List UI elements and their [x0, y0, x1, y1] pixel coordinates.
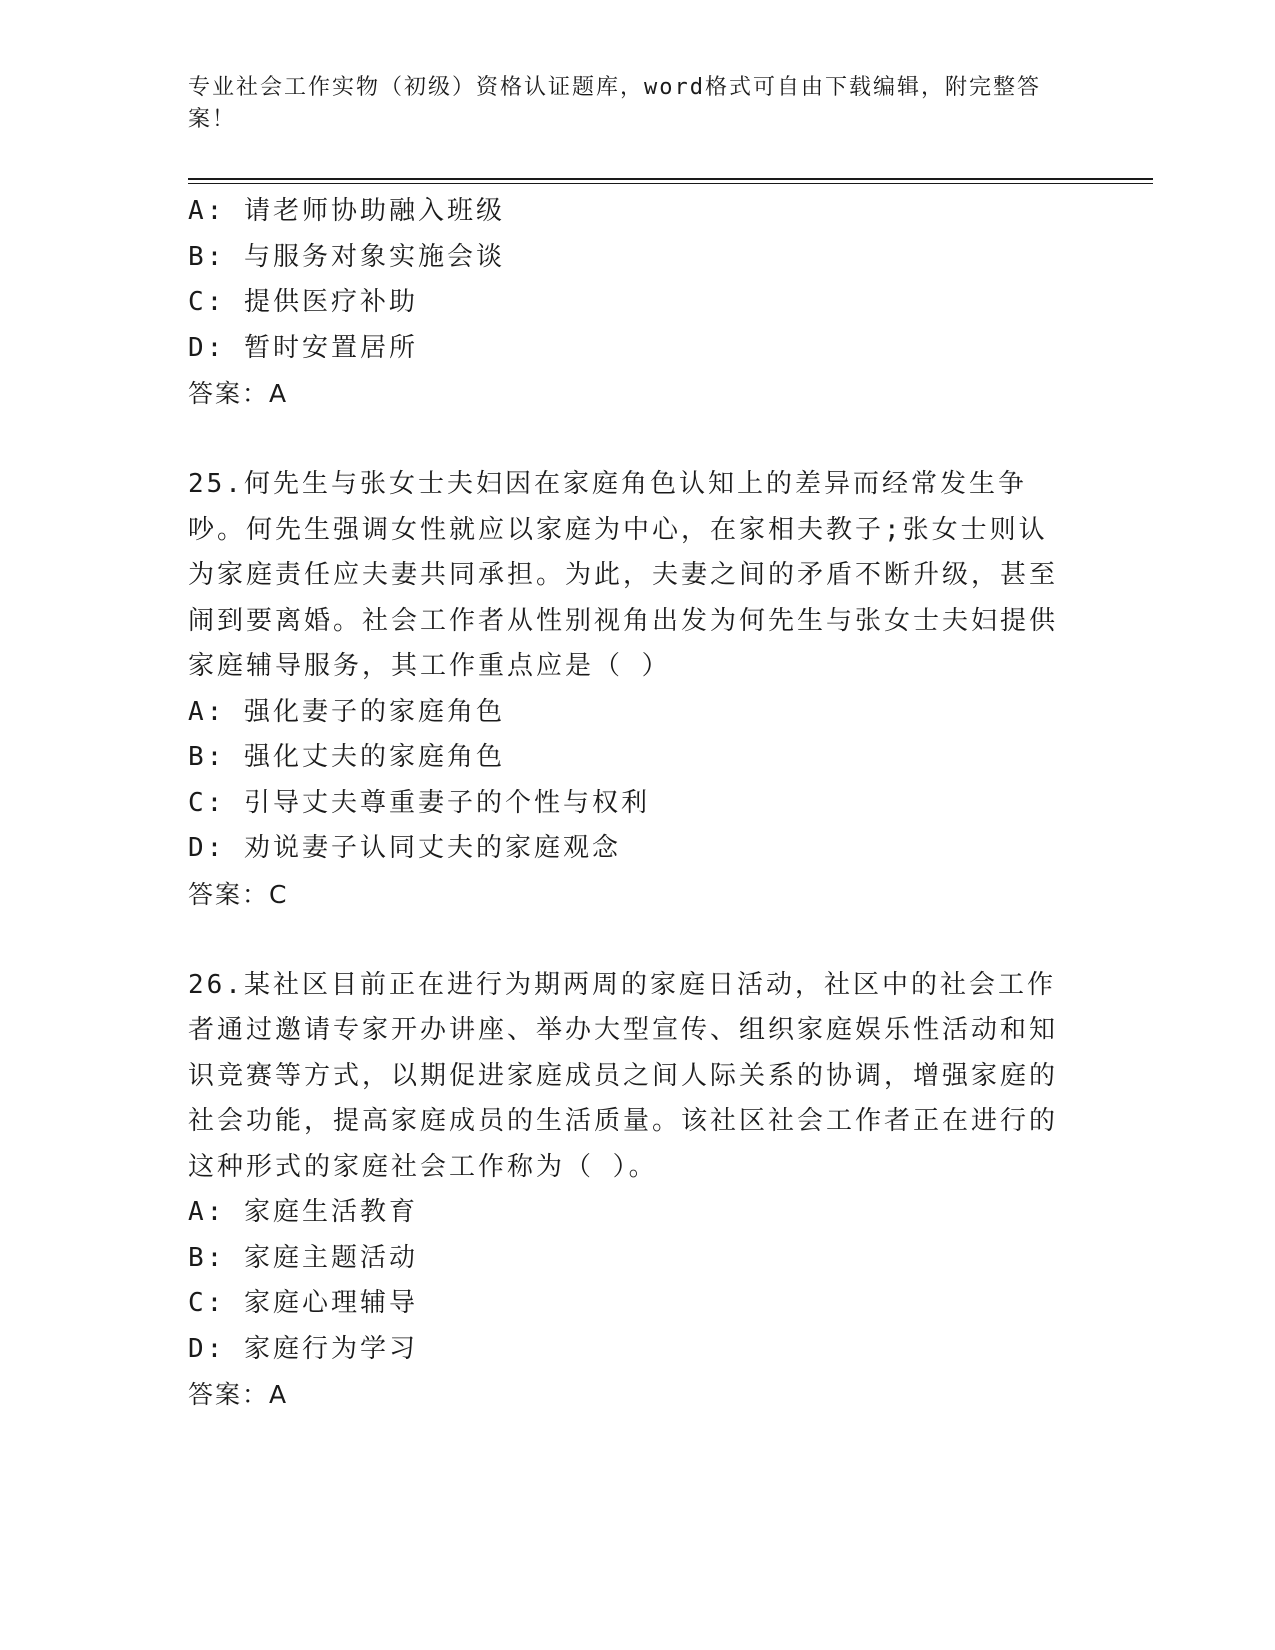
option-b: B: 家庭主题活动 [188, 1242, 418, 1273]
header-rule-thin [188, 183, 1153, 184]
option-c: C: 引导丈夫尊重妻子的个性与权利 [188, 787, 650, 818]
answer-line: 答案：A [188, 379, 289, 408]
question-26 [188, 963, 1088, 1418]
option-d: D: 暂时安置居所 [188, 332, 418, 363]
header-rule-thick [188, 178, 1153, 180]
answer-line: 答案：A [188, 1380, 289, 1409]
option-b: B: 强化丈夫的家庭角色 [188, 742, 505, 772]
option-a: A: 家庭生活教育 [188, 1197, 418, 1227]
option-c: C: 家庭心理辅导 [188, 1288, 418, 1318]
answer-line: 答案：C [188, 879, 289, 909]
question-25 [188, 462, 1088, 917]
option-d: D: 劝说妻子认同丈夫的家庭观念 [188, 833, 621, 863]
question-content [188, 189, 1088, 1418]
option-d: D: 家庭行为学习 [188, 1333, 418, 1364]
previous-question [188, 189, 1088, 417]
option-a: A: 请老师协助融入班级 [188, 196, 505, 226]
option-b: B: 与服务对象实施会谈 [188, 241, 505, 272]
spacer [188, 417, 1088, 463]
question-stem: 25.何先生与张女士夫妇因在家庭角色认知上的差异而经常发生争吵。何先生强调女性就应以家庭为中心，在家相夫教子;张女士则认为家庭责任应夫妻共同承担。为此，夫妻之间的矛盾不断升级，甚至闹到要离婚。社会工作者从性别视角出发为何先生与张女士夫妇提供家庭辅导服务，其工作重点应是（ ） [188, 469, 1059, 681]
page-header: 专业社会工作实物（初级）资格认证题库，word格式可自由下载编辑，附完整答案！ [188, 75, 1041, 132]
option-c: C: 提供医疗补助 [188, 287, 418, 317]
option-a: A: 强化妻子的家庭角色 [188, 696, 505, 727]
spacer [188, 917, 1088, 963]
question-stem: 26.某社区目前正在进行为期两周的家庭日活动，社区中的社会工作者通过邀请专家开办讲座、举办大型宣传、组织家庭娱乐性活动和知识竞赛等方式，以期促进家庭成员之间人际关系的协调，增强家庭的社会功能，提高家庭成员的生活质量。该社区社会工作者正在进行的这种形式的家庭社会工作称为（ ）。 [188, 969, 1059, 1182]
